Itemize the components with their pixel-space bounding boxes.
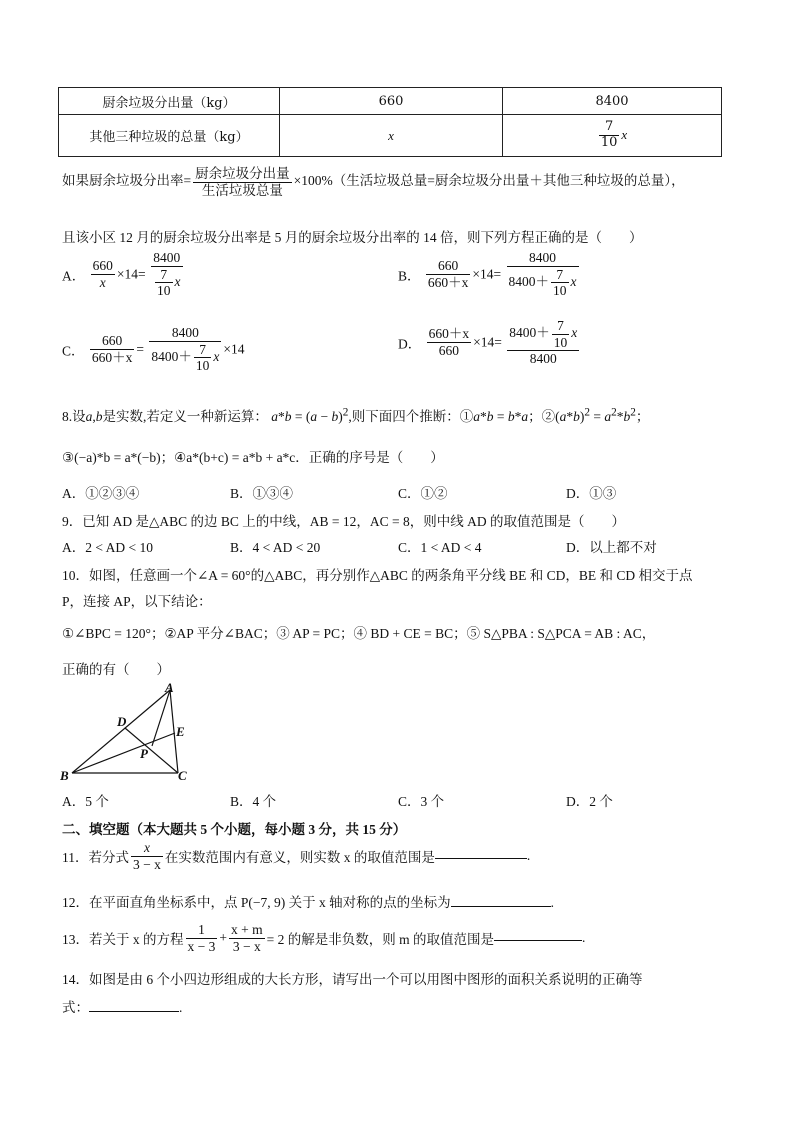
q8-line1: 8.设a,b是实数,若定义一种新运算： $a*b = (a - b)^2$,则下面四个推断：①a*b = b*a；$②(a*b)^2 = a^2*b^2$； (62, 406, 650, 424)
q10-option-c: C．3 个 (398, 794, 445, 809)
side-ab (72, 690, 170, 773)
q12-line: 12．在平面直角坐标系中，点 P(−7, 9) 关于 x 轴对称的点的坐标为 . (62, 891, 554, 911)
q11-answer-blank[interactable] (435, 844, 527, 859)
q13-answer-blank[interactable] (494, 926, 582, 941)
label-c: C (178, 768, 187, 783)
table-row1-col1: 660 (280, 88, 503, 115)
label-p: P (140, 746, 148, 761)
q7-line2: 且该小区 12 月的厨余垃圾分出率是 5 月的厨余垃圾分出率的 14 倍，则下列方程正确的是（ ） (62, 230, 643, 245)
q12-answer-blank[interactable] (451, 892, 551, 907)
q13-line: 13．若关于 x 的方程 $\frac{1}{x - 3}$ + $\frac{x + m}{3 - x}$ = 2 的解是非负数，则 m 的取值范围是 . (62, 922, 586, 954)
q9-option-d: D．以上都不对 (566, 540, 657, 555)
q11-line: 11．若分式 $\frac{x}{3 - x}$ 在实数范围内有意义，则实数 x 的取值范围是 . (62, 840, 531, 872)
q8-option-b: B．①③④ (230, 486, 294, 501)
table-row2-label: 其他三种垃圾的总量（kg） (59, 115, 280, 157)
q10-line3: ①∠BPC = 120°；②AP 平分∠BAC；③ AP = PC；④ BD + CE = BC；⑤ S△PBA : S△PCA = AB : AC， (62, 626, 656, 641)
section-title: 二、填空题（本大题共 5 个小题，每小题 3 分，共 15 分） (62, 822, 407, 837)
table-row1-col2: 8400 (503, 88, 722, 115)
q9-option-c: C．1 < AD < 4 (398, 540, 482, 555)
q14-answer-blank[interactable] (89, 997, 179, 1012)
label-b: B (60, 768, 69, 783)
q8-option-c: C．①② (398, 486, 448, 501)
q10-option-a: A．5 个 (62, 794, 109, 809)
q8-option-a: A．①②③④ (62, 486, 140, 501)
table-row2-col2: $\frac{7}{10}$ x (503, 115, 722, 157)
label-e: E (176, 724, 185, 739)
q10-line1: 10．如图，任意画一个∠A = 60°的△ABC，再分别作△ABC 的两条角平分线 BE 和 CD，BE 和 CD 相交于点 (62, 568, 693, 583)
q10-line2: P，连接 AP，以下结论： (62, 594, 212, 609)
table-row1-label: 厨余垃圾分出量（kg） (59, 88, 280, 115)
label-a: A (165, 680, 174, 695)
q10-option-b: B．4 个 (230, 794, 277, 809)
q14-line1: 14．如图是由 6 个小四边形组成的大长方形，请写出一个可以用图中图形的面积关系说明的正确等 (62, 972, 643, 987)
q7-rate-line: 如果厨余垃圾分出率= $\frac{\text{厨余垃圾分出量}}{\text{生活垃圾总量}}$ ×100%（生活垃圾总量=厨余垃圾分出量＋其他三种垃圾的总量）， (62, 166, 685, 198)
bisector-be (72, 733, 175, 773)
q9-option-b: B．4 < AD < 20 (230, 540, 321, 555)
q7-option-c: C． $\frac{660}{660+x}$ = 8400 8400＋ $\frac{7}{10}$ x ×14 (62, 325, 245, 374)
table-row2-col1: x (280, 115, 503, 157)
q8-line2: ③(−a)*b = a*(−b)；④a*(b+c) = a*b + a*c．正确的序号是（ ） (62, 450, 444, 465)
q9-line: 9．已知 AD 是△ABC 的边 BC 上的中线，AB = 12，AC = 8，则中线 AD 的取值范围是（ ） (62, 514, 626, 529)
q7-option-a: A． $\frac{660}{x} \times 14=$ 8400 $\frac{7}{10}$ x (62, 250, 181, 299)
q8-option-d: D．①③ (566, 486, 617, 501)
q7-option-d: D． $\frac{660+x}{660}$ ×14= 8400＋ $\frac{7}{10}$ x 8400 (398, 318, 578, 367)
q10-option-d: D．2 个 (566, 794, 613, 809)
q14-line2: 式： . (62, 996, 182, 1016)
triangle-figure (60, 678, 200, 783)
q10-line4: 正确的有（ ） (62, 662, 170, 677)
q7-option-b: B． $\frac{660}{660+x}$ ×14= 8400 8400＋ $\frac{7}{10}$ x (398, 250, 577, 299)
q9-option-a: A．2 < AD < 10 (62, 540, 153, 555)
label-d: D (117, 714, 127, 729)
data-table (58, 87, 722, 157)
